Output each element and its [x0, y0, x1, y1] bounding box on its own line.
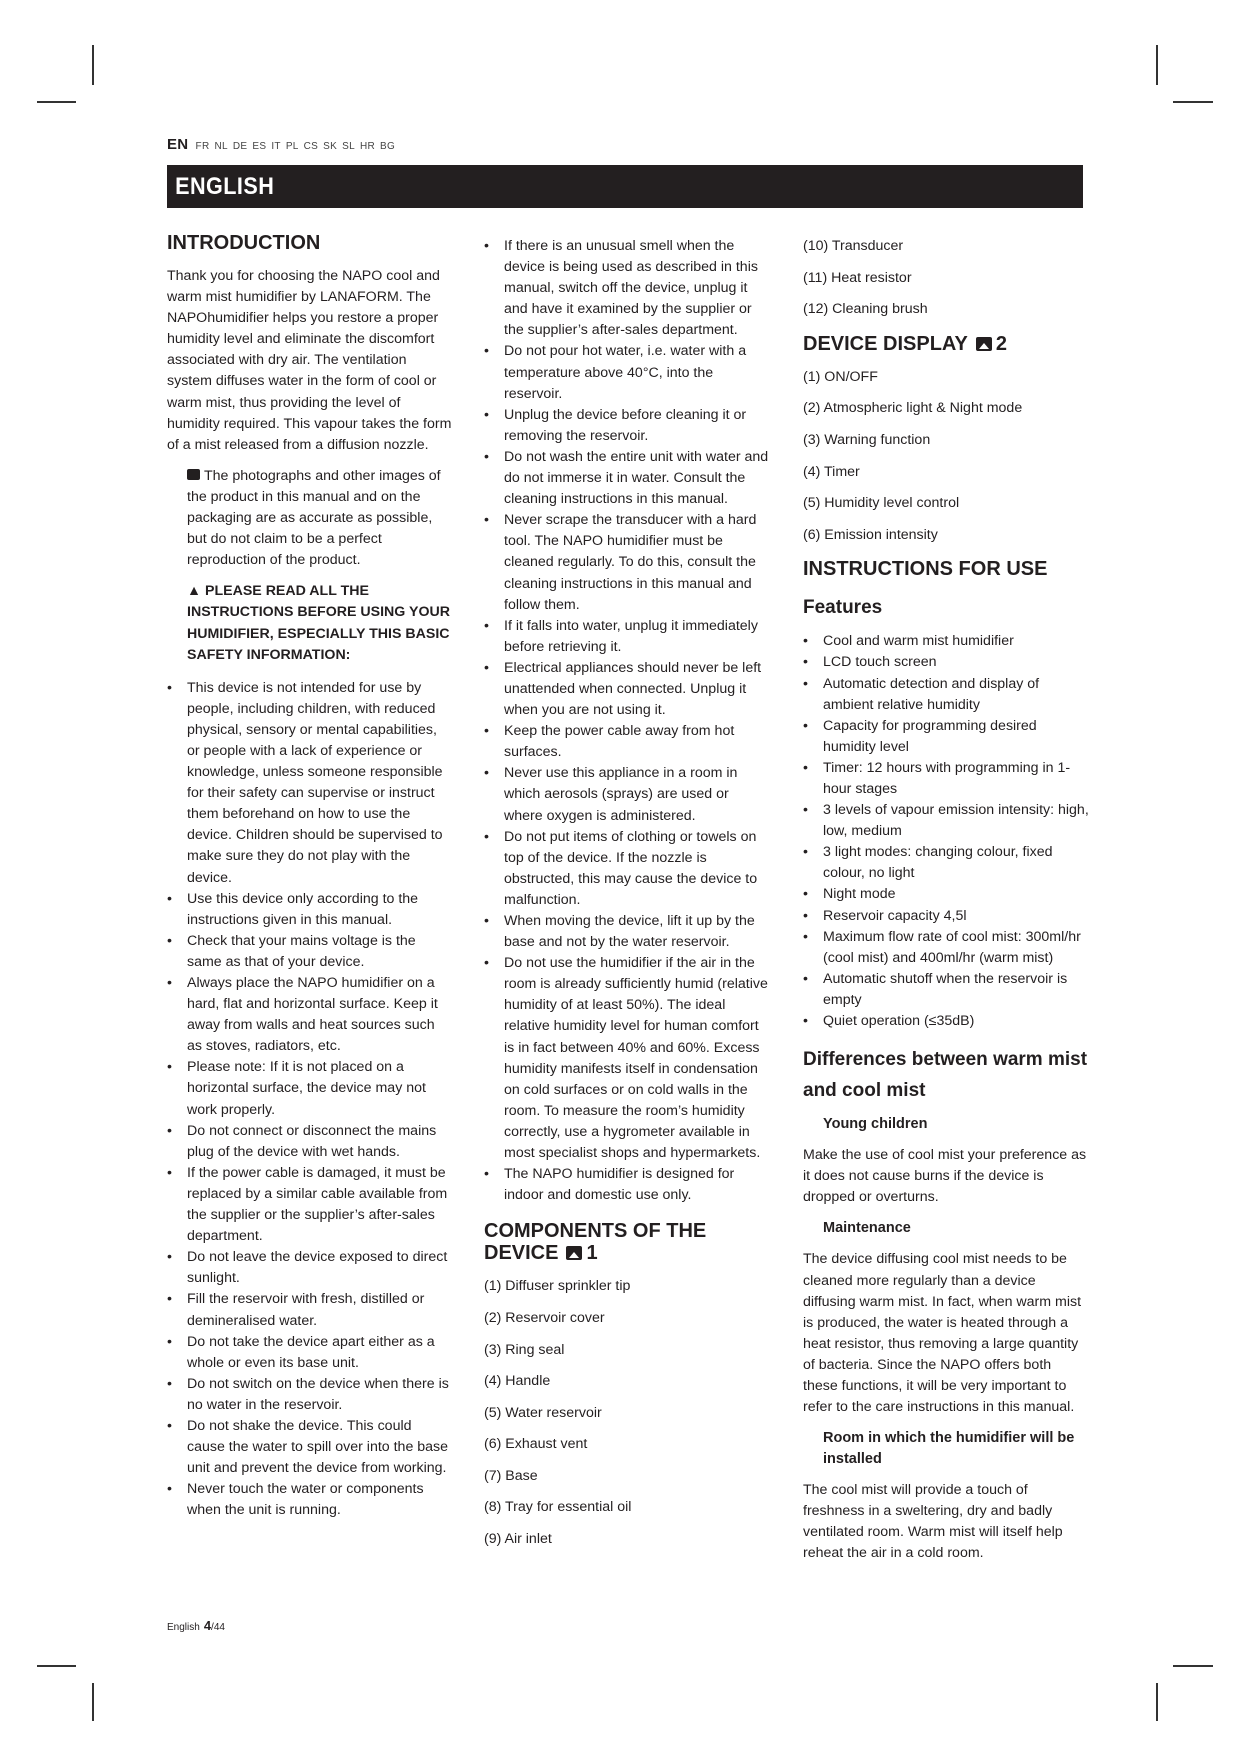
feature-item: • 3 levels of vapour emission intensity: high, low, medium — [803, 800, 1089, 842]
safety-item: • Fill the reservoir with fresh, distilled or demineralised water. — [167, 1289, 453, 1331]
component-item: (10) Transducer — [803, 238, 904, 254]
crop-mark — [92, 45, 94, 85]
safety-item: • Please note: If it is not placed on a horizontal surface, the device may not work properly. — [167, 1057, 453, 1120]
display-list — [803, 367, 1089, 546]
language-fr: FR — [195, 141, 210, 152]
language-selector — [167, 136, 400, 153]
safety-item: • Do not connect or disconnect the mains plug of the device with wet hands. — [167, 1121, 453, 1163]
safety-item: • Do not shake the device. This could cause the water to spill over into the base unit and prevent the device from working. — [167, 1416, 453, 1479]
column-1 — [167, 230, 453, 1521]
feature-item: • Maximum flow rate of cool mist: 300ml/hr (cool mist) and 400ml/hr (warm mist) — [803, 927, 1089, 969]
crop-mark — [1156, 45, 1158, 85]
component-item: (6) Exhaust vent — [484, 1436, 588, 1453]
language-pl: PL — [285, 141, 299, 152]
display-item: (3) Warning function — [803, 431, 931, 448]
safety-item: • Never touch the water or components when the unit is running. — [167, 1479, 453, 1521]
feature-item: • LCD touch screen — [803, 652, 1089, 673]
component-item: (3) Ring seal — [484, 1341, 565, 1358]
safety-item: • Do not leave the device exposed to direct sunlight. — [167, 1247, 453, 1289]
display-item: (4) Timer — [803, 463, 860, 480]
photo-note-text: The photographs and other images of the product in this manual and on the packaging are as accurate as possible, but do not claim to be a perfect reproduction of the product. — [187, 467, 441, 569]
language-sl: SL — [342, 141, 355, 152]
page-footer — [167, 1618, 225, 1633]
component-item: (11) Heat resistor — [803, 269, 912, 286]
safety-list-1 — [167, 678, 453, 1522]
figure-number: 1 — [586, 1242, 598, 1265]
figure-number: 2 — [995, 332, 1007, 355]
component-item: (2) Reservoir cover — [484, 1309, 605, 1326]
components-list — [484, 1276, 770, 1550]
page-total: /44 — [211, 1622, 225, 1633]
crop-mark — [37, 1665, 76, 1667]
warning-icon: ▲ — [187, 583, 205, 600]
room-text: The cool mist will provide a touch of freshness in a sweltering, dry and badly ventilated room. Warm mist will itself help reheat the air in a cold room. — [803, 1482, 1063, 1562]
safety-item: • Do not take the device apart either as a whole or even its base unit. — [167, 1332, 453, 1374]
intro-heading: INTRODUCTION — [167, 232, 321, 254]
display-item: (5) Humidity level control — [803, 495, 960, 512]
component-item: (4) Handle — [484, 1373, 551, 1390]
language-de: DE — [232, 141, 248, 152]
components-heading — [484, 1220, 770, 1264]
display-item: (6) Emission intensity — [803, 526, 938, 543]
safety-item: • Do not put items of clothing or towels on top of the device. If the nozzle is obstructed, this may cause the device to malfunction. — [484, 827, 770, 911]
safety-item: • This device is not intended for use by people, including children, with reduced physical, sensory or mental capabilities, or people with a lack of experience or knowledge, unless someone responsible for their safety can supervise or instruct them beforehand on how to use the device. Children should be supervised to make sure they do not play with the device. — [167, 678, 453, 889]
maintenance-text: The device diffusing cool mist needs to be cleaned more regularly than a device diffusing warm mist. In fact, when warm mist is produced, the water is heated through a heat resistor, thus removing a large quantity of bacteria. Since the NAPO offers both these functions, it will be very important to refer to the care instructions in this manual. — [803, 1251, 1082, 1416]
feature-item: • Reservoir capacity 4,5l — [803, 906, 1089, 927]
display-heading — [803, 331, 1089, 357]
feature-item: • Quiet operation (≤35dB) — [803, 1011, 1089, 1032]
safety-item: • When moving the device, lift it up by the base and not by the water reservoir. — [484, 911, 770, 953]
column-2 — [484, 236, 770, 1561]
components-title: COMPONENTS OF THE DEVICE — [484, 1220, 707, 1265]
language-nl: NL — [214, 141, 228, 152]
differences-heading: Differences between warm mist and cool mist — [803, 1049, 1088, 1102]
photo-note — [187, 466, 453, 571]
component-item: (8) Tray for essential oil — [484, 1499, 632, 1516]
maintenance-heading: Maintenance — [823, 1220, 911, 1237]
safety-item: • Unplug the device before cleaning it or removing the reservoir. — [484, 405, 770, 447]
crop-mark — [1173, 101, 1213, 103]
language-es: ES — [252, 141, 267, 152]
safety-list-2 — [484, 236, 770, 1206]
room-heading: Room in which the humidifier will be installed — [823, 1430, 1075, 1468]
crop-mark — [1156, 1683, 1158, 1721]
safety-item: • Do not pour hot water, i.e. water with a temperature above 40°C, into the reservoir. — [484, 341, 770, 404]
feature-item: • Cool and warm mist humidifier — [803, 631, 1089, 652]
safety-item: • Do not use the humidifier if the air in the room is already sufficiently humid (relative humidity of at least 50%). The ideal relative humidity level for human comfort is in fact between 40% and 60%. Excess humidity manifests itself in condensation on cold surfaces or on cold walls in the room. To measure the room’s humidity correctly, use a hygrometer available in most specialist shops and hypermarkets. — [484, 953, 770, 1164]
component-item: (5) Water reservoir — [484, 1404, 602, 1421]
component-item: (9) Air inlet — [484, 1531, 552, 1548]
components-list-continued — [803, 236, 1089, 320]
feature-item: • Night mode — [803, 884, 1089, 905]
safety-item: • Use this device only according to the instructions given in this manual. — [167, 889, 453, 931]
safety-warning-text: PLEASE READ ALL THE INSTRUCTIONS BEFORE USING YOUR HUMIDIFIER, ESPECIALLY THIS BASIC SAFETY INFORMATION: — [187, 583, 451, 663]
safety-item: • Never use this appliance in a room in which aerosols (sprays) are used or where oxygen is administered. — [484, 763, 770, 826]
display-item: (2) Atmospheric light & Night mode — [803, 400, 1023, 417]
language-it: IT — [271, 141, 281, 152]
display-title: DEVICE DISPLAY — [803, 332, 968, 355]
feature-item: • Timer: 12 hours with programming in 1-hour stages — [803, 758, 1089, 800]
component-item: (1) Diffuser sprinkler tip — [484, 1278, 631, 1295]
safety-item: • If it falls into water, unplug it immediately before retrieving it. — [484, 616, 770, 658]
intro-paragraph: Thank you for choosing the NAPO cool and warm mist humidifier by LANAFORM. The NAPOhumidifier helps you restore a proper humidity level and eliminate the discomfort associated with dry air. The ventilation system diffuses water in the form of cool or warm mist, thus providing the level of humidity required. This vapour takes the form of a mist released from a diffusion nozzle. — [167, 268, 452, 453]
crop-mark — [92, 1683, 94, 1721]
image-icon — [976, 337, 992, 351]
language-hr: HR — [359, 141, 375, 152]
safety-item: • Keep the power cable away from hot surfaces. — [484, 721, 770, 763]
young-children-heading: Young children — [823, 1116, 928, 1133]
display-item: (1) ON/OFF — [803, 368, 878, 385]
feature-item: • Capacity for programming desired humidity level — [803, 716, 1089, 758]
features-list — [803, 631, 1089, 1032]
feature-item: • Automatic detection and display of ambient relative humidity — [803, 674, 1089, 716]
footer-label: English — [167, 1622, 200, 1633]
crop-mark — [37, 101, 76, 103]
image-icon — [566, 1246, 582, 1260]
language-cs: CS — [303, 141, 319, 152]
language-bg: BG — [380, 141, 396, 152]
language-active: EN — [167, 136, 189, 153]
feature-item: • 3 light modes: changing colour, fixed colour, no light — [803, 842, 1089, 884]
language-sk: SK — [323, 141, 338, 152]
safety-item: • Do not switch on the device when there is no water in the reservoir. — [167, 1374, 453, 1416]
safety-item: • Electrical appliances should never be left unattended when connected. Unplug it when you are not using it. — [484, 658, 770, 721]
safety-item: • The NAPO humidifier is designed for indoor and domestic use only. — [484, 1164, 770, 1206]
page-number: 4 — [203, 1618, 212, 1633]
safety-item: • If the power cable is damaged, it must be replaced by a similar cable available from the supplier or the supplier’s after-sales department. — [167, 1163, 453, 1247]
safety-item: • Always place the NAPO humidifier on a hard, flat and horizontal surface. Keep it away from walls and heat sources such as stoves, radiators, etc. — [167, 973, 453, 1057]
section-banner — [167, 165, 1083, 208]
camera-icon — [187, 469, 200, 480]
component-item: (7) Base — [484, 1467, 538, 1484]
feature-item: • Automatic shutoff when the reservoir is empty — [803, 969, 1089, 1011]
banner-title: ENGLISH — [175, 173, 275, 200]
safety-item: • Do not wash the entire unit with water and do not immerse it in water. Consult the cleaning instructions in this manual. — [484, 447, 770, 510]
safety-item: • Check that your mains voltage is the same as that of your device. — [167, 931, 453, 973]
column-3 — [803, 236, 1089, 1575]
crop-mark — [1173, 1665, 1213, 1667]
component-item: (12) Cleaning brush — [803, 301, 928, 318]
safety-item: • Never scrape the transducer with a hard tool. The NAPO humidifier must be cleaned regularly. To do this, consult the cleaning instructions in this manual and follow them. — [484, 510, 770, 615]
safety-item: • If there is an unusual smell when the device is being used as described in this manual, switch off the device, unplug it and have it examined by the supplier or the supplier’s after-sales department. — [484, 236, 770, 341]
instructions-heading: INSTRUCTIONS FOR USE — [803, 558, 1048, 581]
features-heading: Features — [803, 597, 883, 619]
safety-warning — [187, 581, 453, 665]
young-children-text: Make the use of cool mist your preference as it does not cause burns if the device is dropped or overturns. — [803, 1147, 1087, 1206]
